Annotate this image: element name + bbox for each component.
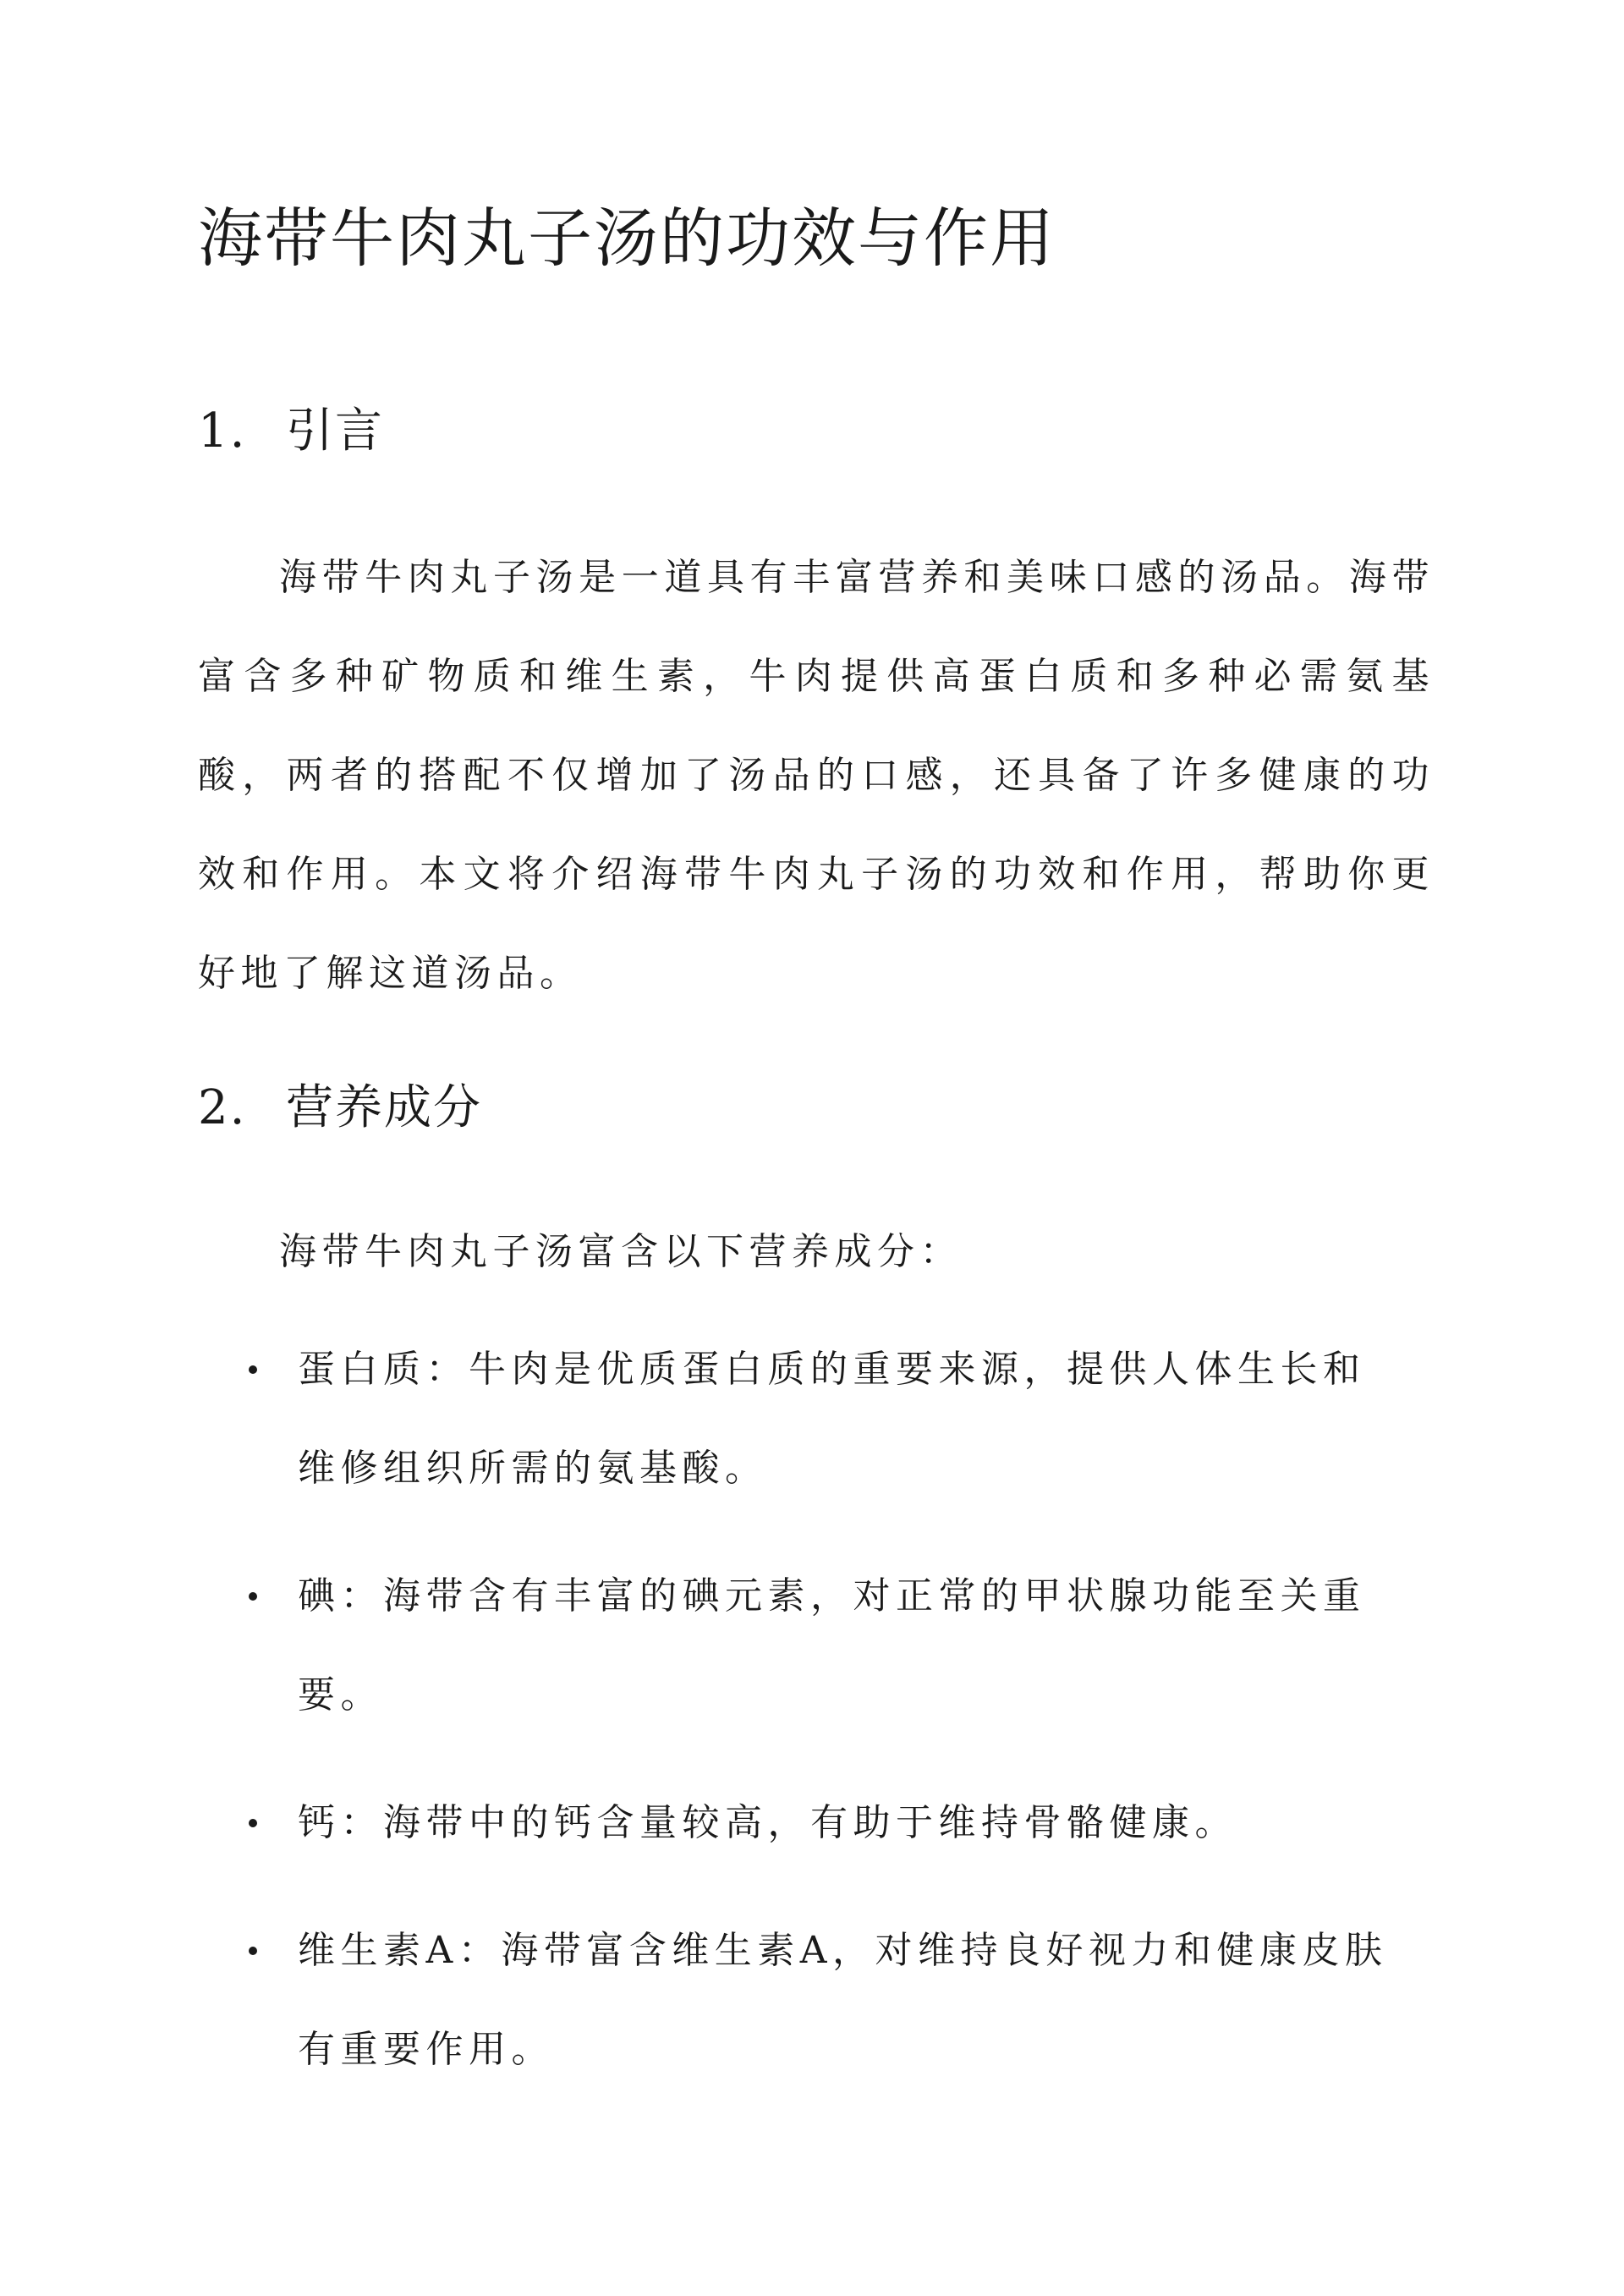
list-item-text: 钙：海带中的钙含量较高，有助于维持骨骼健康。 (298, 1801, 1237, 1844)
list-item-text: 蛋白质：牛肉是优质蛋白质的重要来源，提供人体生长和维修组织所需的氨基酸。 (298, 1348, 1366, 1490)
section-number: 2. (198, 1080, 247, 1135)
section-heading-intro (198, 398, 384, 465)
list-item-text: 碘：海带含有丰富的碘元素，对正常的甲状腺功能至关重要。 (298, 1574, 1366, 1717)
document-title: 海带牛肉丸子汤的功效与作用 (198, 200, 1056, 276)
list-item-text: 维生素A：海带富含维生素A，对维持良好视力和健康皮肤有重要作用。 (298, 1929, 1388, 2071)
bullet-icon (249, 1819, 257, 1827)
intro-paragraph: 海带牛肉丸子汤是一道具有丰富营养和美味口感的汤品。海带富含多种矿物质和维生素，牛肉提供高蛋白质和多种必需氨基酸，两者的搭配不仅增加了汤品的口感，还具备了许多健康的功效和作用。本文将介绍海带牛肉丸子汤的功效和作用，帮助你更好地了解这道汤品。 (198, 556, 1435, 995)
section-title: 引言 (286, 404, 384, 459)
nutrition-list (198, 1320, 1435, 2128)
list-item (198, 1546, 1435, 1744)
section-number: 1. (198, 404, 247, 459)
list-item (198, 1901, 1435, 2099)
list-item (198, 1320, 1435, 1518)
nutrition-intro: 海带牛肉丸子汤富含以下营养成分： (279, 1230, 963, 1273)
bullet-icon (249, 1592, 257, 1601)
section-title: 营养成分 (286, 1080, 482, 1135)
bullet-icon (249, 1947, 257, 1955)
list-item (198, 1773, 1435, 1872)
section-heading-nutrition (198, 1074, 482, 1142)
bullet-icon (249, 1365, 257, 1374)
